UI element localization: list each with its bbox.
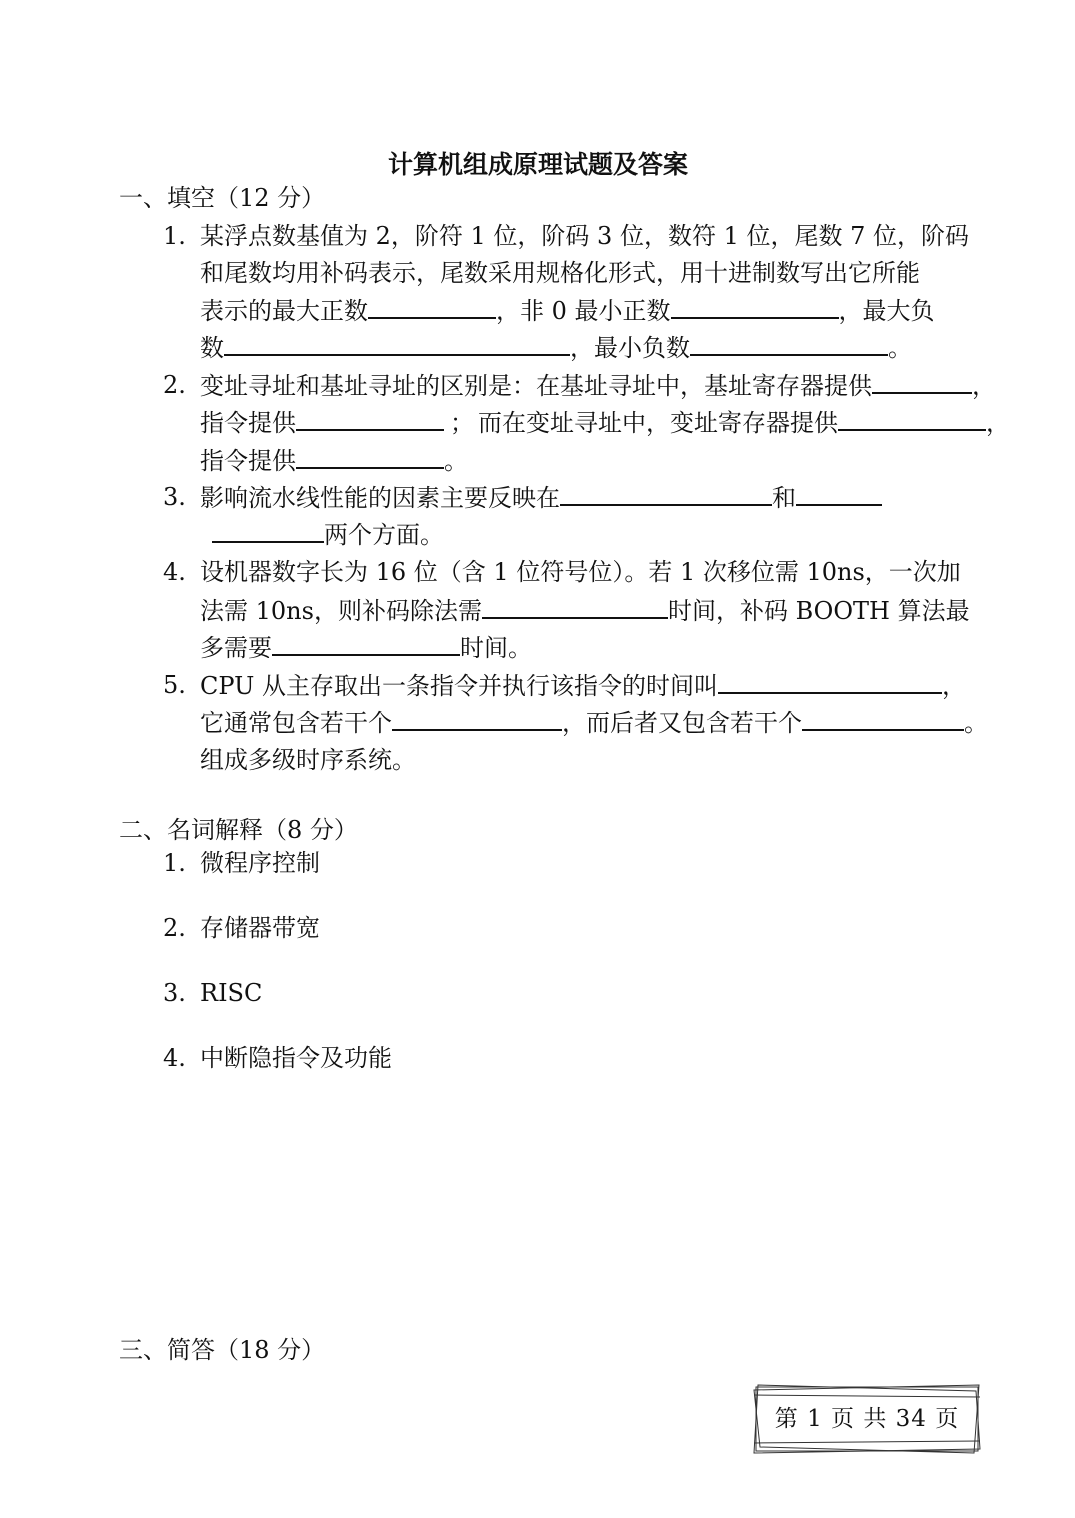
answer-blank[interactable] (212, 519, 324, 543)
question-text-segment: ，最小负数 (570, 334, 690, 362)
answer-blank[interactable] (272, 632, 460, 656)
question-text: 组成多级时序系统。 (200, 746, 416, 774)
question-text-segment: 它通常包含若干个 (200, 709, 392, 737)
answer-blank[interactable] (296, 407, 444, 431)
question-text (200, 595, 970, 626)
question-text-segment: 变址寻址和基址寻址的区别是：在基址寻址中，基址寄存器提供 (200, 372, 872, 400)
answer-blank[interactable] (482, 595, 668, 619)
term-text: 存储器带宽 (200, 914, 320, 942)
question-text-segment: ， (986, 409, 1010, 437)
question-text: 和尾数均用补码表示，尾数采用规格化形式，用十进制数写出它所能 (200, 259, 920, 287)
question-text-segment: 表示的最大正数 (200, 297, 368, 325)
answer-blank[interactable] (560, 482, 772, 506)
question-text-segment: ，最大负 (838, 297, 935, 325)
answer-blank[interactable] (802, 707, 964, 731)
term-text: 微程序控制 (200, 849, 320, 877)
question-number: 5. (163, 671, 186, 699)
page-counter-label: 第 1 页 共 34 页 (774, 1406, 960, 1432)
section-heading-fill-blank: 一、填空（12 分） (119, 184, 326, 212)
question-text-segment: 法需 10ns，则补码除法需 (200, 597, 482, 625)
question-text-segment: 指令提供 (200, 409, 296, 437)
answer-blank[interactable] (718, 670, 942, 694)
question-text (200, 295, 935, 326)
answer-blank[interactable] (224, 332, 570, 356)
answer-blank[interactable] (838, 407, 986, 431)
term-number: 3. (163, 979, 186, 1007)
question-text-segment: 和 (772, 484, 796, 512)
question-text-segment: ， (972, 372, 996, 400)
question-text-segment: 指令提供 (200, 447, 296, 475)
section-heading-terms: 二、名词解释（8 分） (119, 816, 358, 844)
question-text-segment: 时间，补码 BOOTH 算法最 (667, 597, 970, 625)
question-text-segment: 。 (964, 709, 988, 737)
page-counter (752, 1383, 982, 1455)
question-number: 3. (163, 483, 186, 511)
question-number: 1. (163, 222, 186, 250)
question-text (200, 332, 912, 363)
term-number: 1. (163, 849, 186, 877)
question-text (200, 707, 988, 738)
question-text-segment: ，非 0 最小正数 (496, 297, 671, 325)
question-text (200, 407, 1010, 438)
term-number: 4. (163, 1044, 186, 1072)
answer-blank[interactable] (296, 445, 444, 469)
term-text: RISC (200, 979, 263, 1007)
question-number: 2. (163, 371, 186, 399)
question-text (212, 519, 444, 550)
question-text-segment: ， (941, 672, 966, 700)
question-text-segment: 而在变址寻址中，变址寄存器提供 (478, 409, 838, 437)
term-number: 2. (163, 914, 186, 942)
question-text-segment: 数 (200, 334, 224, 362)
question-text-segment: CPU 从主存取出一条指令并执行该指令的时间叫 (200, 672, 718, 700)
answer-blank[interactable] (796, 482, 882, 506)
answer-blank[interactable] (671, 295, 839, 319)
question-text (200, 670, 966, 701)
term-text: 中断隐指令及功能 (200, 1044, 392, 1072)
question-text-segment: ； (450, 409, 474, 437)
question-text-segment: 多需要 (200, 634, 272, 662)
answer-blank[interactable] (368, 295, 496, 319)
question-text-segment: 两个方面。 (324, 521, 444, 549)
answer-blank[interactable] (690, 332, 888, 356)
question-text-segment: 时间。 (460, 634, 532, 662)
section-heading-short-answer: 三、简答（18 分） (119, 1336, 326, 1364)
answer-blank[interactable] (392, 707, 562, 731)
question-text-segment: 。 (444, 447, 468, 475)
question-text (200, 632, 532, 663)
question-text-segment: 。 (888, 334, 912, 362)
question-text: 某浮点数基值为 2，阶符 1 位，阶码 3 位，数符 1 位，尾数 7 位，阶码 (200, 222, 970, 250)
page-title: 计算机组成原理试题及答案 (388, 150, 689, 179)
question-text-segment: 影响流水线性能的因素主要反映在 (200, 484, 560, 512)
question-text (200, 370, 996, 401)
question-text: 设机器数字长为 16 位（含 1 位符号位）。若 1 次移位需 10ns，一次加 (200, 558, 961, 586)
question-text (200, 482, 882, 513)
question-text (200, 445, 468, 476)
question-number: 4. (163, 558, 186, 586)
answer-blank[interactable] (872, 370, 972, 394)
question-text-segment: ，而后者又包含若干个 (562, 709, 802, 737)
